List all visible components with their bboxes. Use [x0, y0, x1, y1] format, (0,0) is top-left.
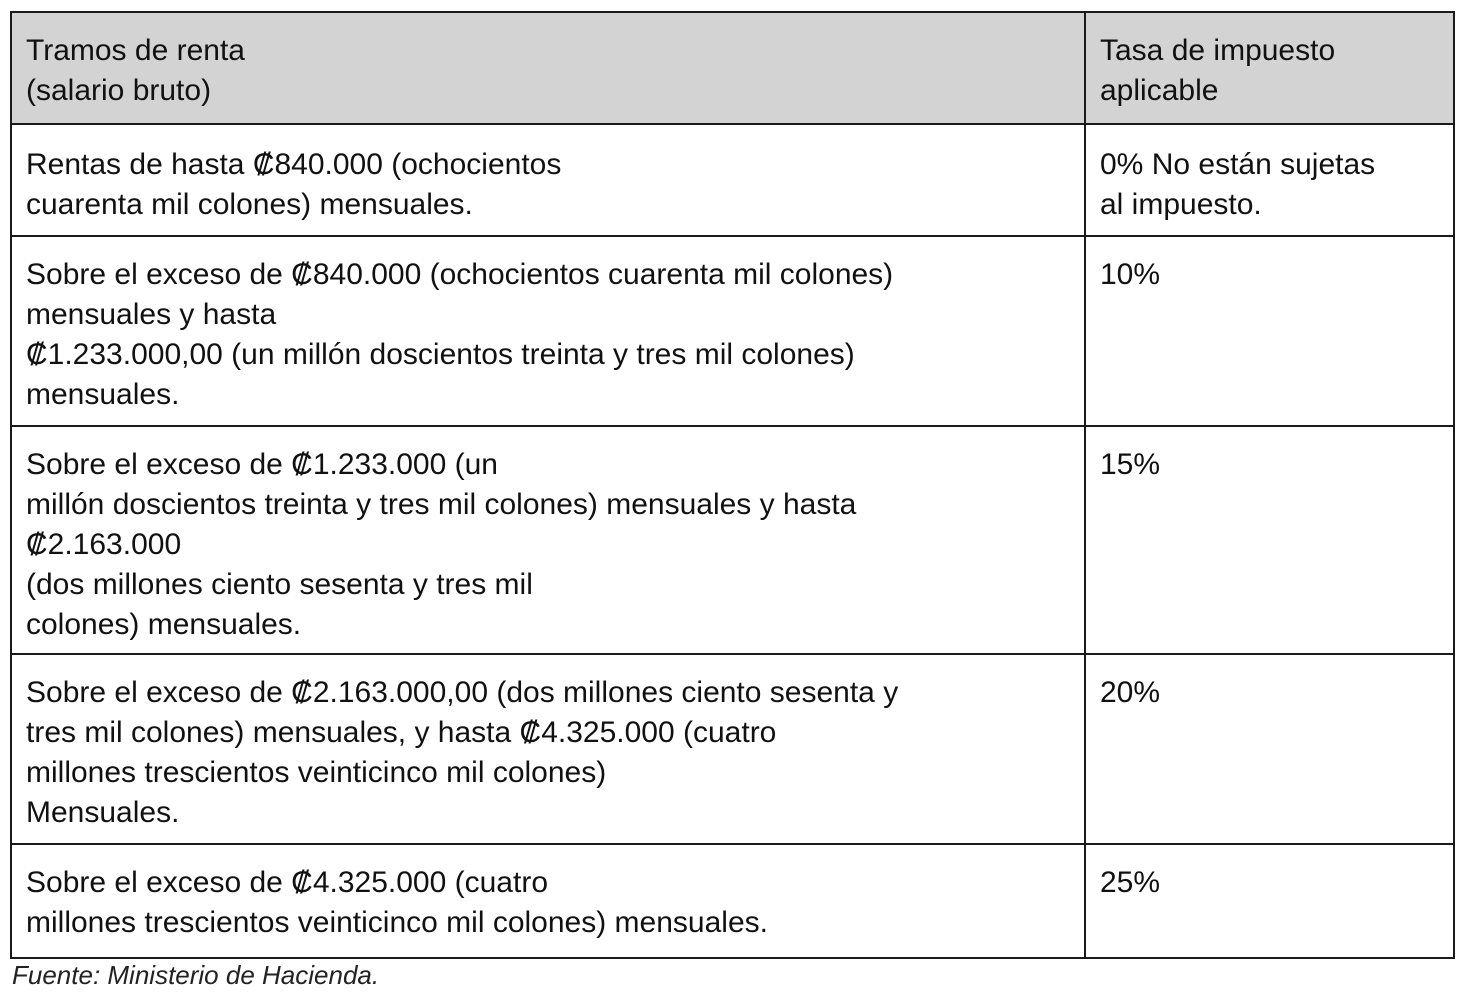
rate-cell [1085, 654, 1454, 844]
table-header-row [11, 12, 1454, 124]
cell-line: millones trescientos veinticinco mil colones) mensuales. [26, 906, 768, 939]
source-note: Fuente: Ministerio de Hacienda. [12, 960, 380, 990]
bracket-cell [11, 124, 1085, 236]
cell-line: ₡2.163.000 [26, 528, 182, 561]
cell-line: millones trescientos veinticinco mil colones) [26, 756, 607, 789]
table-row [11, 124, 1454, 236]
rate-cell [1085, 426, 1454, 654]
cell-line: 0% No están sujetas [1100, 148, 1376, 181]
tax-brackets-table [10, 11, 1455, 959]
cell-line: Sobre el exceso de ₡4.325.000 (cuatro [26, 866, 548, 899]
cell-line: 10% [1100, 258, 1161, 291]
bracket-cell [11, 844, 1085, 958]
cell-line: al impuesto. [1100, 188, 1262, 221]
rate-cell [1085, 844, 1454, 958]
bracket-cell [11, 654, 1085, 844]
header-tax-rate [1085, 12, 1454, 124]
table-row [11, 654, 1454, 844]
rate-cell [1085, 124, 1454, 236]
table-row [11, 236, 1454, 426]
cell-line: Sobre el exceso de ₡840.000 (ochocientos cuarenta mil colones) [26, 258, 894, 291]
header-income-brackets [11, 12, 1085, 124]
cell-line: Sobre el exceso de ₡2.163.000,00 (dos millones ciento sesenta y [26, 676, 899, 709]
cell-line: Rentas de hasta ₡840.000 (ochocientos [26, 148, 562, 181]
header-line: Tramos de renta [26, 34, 245, 67]
cell-line: tres mil colones) mensuales, y hasta ₡4.325.000 (cuatro [26, 716, 777, 749]
table-row [11, 844, 1454, 958]
cell-line: ₡1.233.000,00 (un millón doscientos treinta y tres mil colones) [26, 338, 855, 371]
header-line: (salario bruto) [26, 74, 212, 107]
cell-line: millón doscientos treinta y tres mil colones) mensuales y hasta [26, 488, 857, 521]
header-line: aplicable [1100, 74, 1219, 107]
bracket-cell [11, 426, 1085, 654]
cell-line: Sobre el exceso de ₡1.233.000 (un [26, 448, 498, 481]
bracket-cell [11, 236, 1085, 426]
rate-cell [1085, 236, 1454, 426]
cell-line: Mensuales. [26, 796, 180, 829]
cell-line: (dos millones ciento sesenta y tres mil [26, 568, 533, 601]
cell-line: colones) mensuales. [26, 608, 302, 641]
cell-line: 20% [1100, 676, 1161, 709]
cell-line: 15% [1100, 448, 1161, 481]
cell-line: 25% [1100, 866, 1161, 899]
cell-line: mensuales. [26, 378, 180, 411]
table-row [11, 426, 1454, 654]
header-line: Tasa de impuesto [1100, 34, 1336, 67]
cell-line: mensuales y hasta [26, 298, 277, 331]
cell-line: cuarenta mil colones) mensuales. [26, 188, 473, 221]
